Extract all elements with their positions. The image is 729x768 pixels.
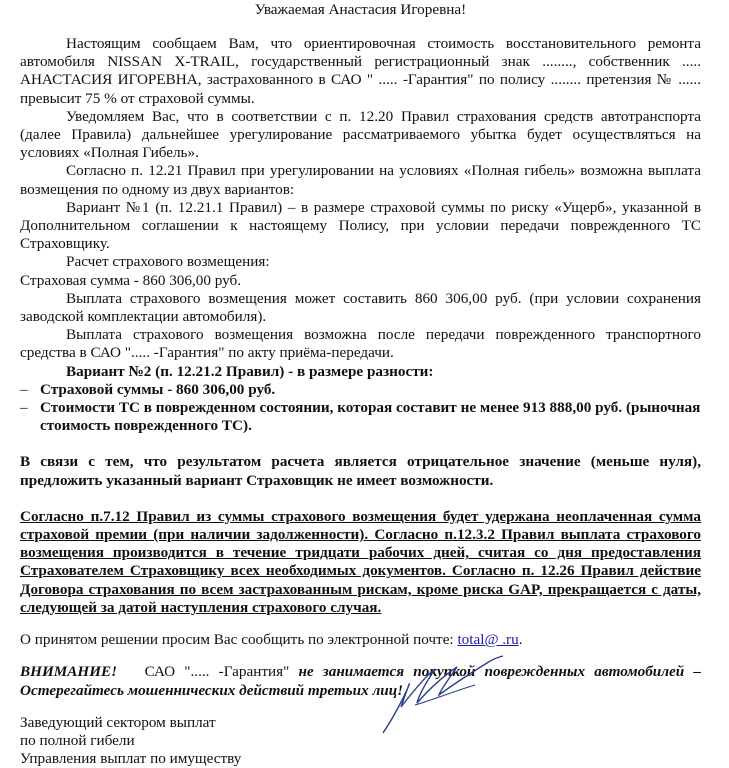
paragraph-rules-notice: Согласно п.7.12 Правил из суммы страхового возмещения будет удержана неоплаченная сумма страховой премии (при наличии задолженности). Согласно п.12.3.2 Правил выплата страхового возмещения производится в течение тридцати рабочих дней, считая со дня предоставления Страхователем Страховщику всех необходимых документов. Согласно п. 12.26 Правил действие Договора страхования по всем застрахованным рискам, кроме риска GAP, прекращается с даты, следующей за датой наступления страхового случая. xyxy=(20,507,701,616)
letter-page xyxy=(20,0,701,768)
warning-text: не занимается покупкой поврежденных автомобилей – Остерегайтесь мошеннических действий третьих лиц! xyxy=(20,663,701,699)
paragraph-payment-options: Согласно п. 12.21 Правил при урегулировании на условиях «Полная гибель» возможна выплата возмещения по одному из двух вариантов: xyxy=(20,162,701,198)
paragraph-settlement-terms: Уведомляем Вас, что в соответствии с п. 12.20 Правил страхования средств автотранспорта (далее Правила) дальнейшее урегулирование рассматриваемого убытка будет осуществляться на условиях «Полная Гибель». xyxy=(20,107,701,162)
warning-company: САО "..... -Гарантия" xyxy=(144,663,290,681)
greeting: Уважаемая Анастасия Игоревна! xyxy=(254,1,467,18)
warning-label: ВНИМАНИЕ! xyxy=(20,663,118,681)
bullet-insured-sum xyxy=(20,381,701,399)
paragraph-payment-amount: Выплата страхового возмещения может составить 860 306,00 руб. (при условии сохранения заводской комплектации автомобиля). xyxy=(20,289,701,326)
email-link[interactable]: total@ .ru xyxy=(457,631,519,649)
email-request-end: . xyxy=(518,631,523,649)
variant-2-heading: Вариант №2 (п. 12.21.2 Правил) - в размере разности: xyxy=(66,362,434,380)
insured-sum-line: Страховая сумма - 860 306,00 руб. xyxy=(20,271,242,289)
paragraph-email-request xyxy=(20,631,701,649)
calculation-heading: Расчет страхового возмещения: xyxy=(66,253,270,271)
dash-marker: – xyxy=(20,380,28,398)
signatory-line-2: по полной гибели xyxy=(20,731,135,749)
paragraph-negative-result: В связи с тем, что результатом расчета является отрицательное значение (меньше нуля), предложить указанный вариант Страховщик не имеет возможности. xyxy=(20,453,701,489)
signatory-line-3: Управления выплат по имуществу xyxy=(20,750,242,768)
paragraph-repair-cost: Настоящим сообщаем Вам, что ориентировочная стоимость восстановительного ремонта автомобиля NISSAN X-TRAIL, государственный регистрационный знак ........, собственник ..... АНАСТАСИЯ ИГОРЕВНА, застрахованного в САО " ..... -Гарантия" по полису ........ претензия № ...... превысит 75 % от страховой суммы. xyxy=(20,35,701,107)
warning-notice xyxy=(20,663,701,699)
bullet-damaged-value xyxy=(20,399,701,435)
dash-marker: – xyxy=(20,399,28,417)
paragraph-vehicle-transfer: Выплата страхового возмещения возможна после передачи поврежденного транспортного средства в САО "..... -Гарантия" по акту приёма-передачи. xyxy=(20,326,701,362)
email-request-text: О принятом решении просим Вас сообщить по электронной почте: xyxy=(20,631,454,649)
signatory-line-1: Заведующий сектором выплат xyxy=(20,713,216,731)
bullet-text: Стоимости ТС в поврежденном состоянии, которая составит не менее 913 888,00 руб. (рыночная стоимость поврежденного ТС). xyxy=(40,399,701,435)
handwritten-signature xyxy=(375,655,505,738)
paragraph-variant-1: Вариант №1 (п. 12.21.1 Правил) – в размере страховой суммы по риску «Ущерб», указанной в Дополнительном соглашении к настоящему Полису, при условии передачи поврежденного ТС Страховщику. xyxy=(20,198,701,253)
bullet-text: Страховой суммы - 860 306,00 руб. xyxy=(40,380,276,398)
